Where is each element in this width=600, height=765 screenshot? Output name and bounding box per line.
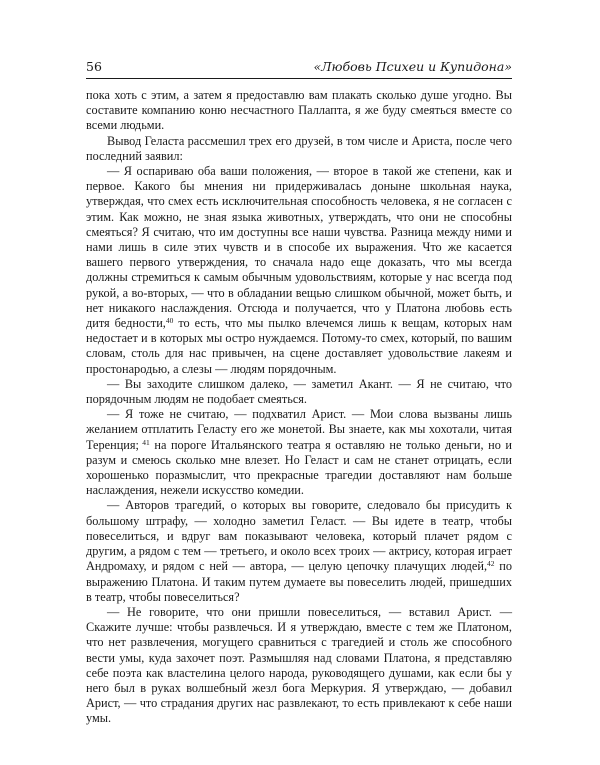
paragraph	[86, 88, 512, 134]
book-page	[86, 58, 512, 727]
paragraph	[86, 164, 512, 377]
text-run: — Не говорите, что они пришли повеселиться, — вставил Арист. — Скажите лучше: чтобы развлечься. И я утверждаю, вместе с тем же Платоном, что нет развлечения, могущего сравниться с трагедией и столь же способного вести умы, куда захочет поэт. Размышляя над словами Платона, я представляю себе поэта как властелина целого народа, руководящего душами, как если бы у него был в руках волшебный жезл бога Меркурия. Я утверждаю, — добавил Арист, — что страдания других нас развлекают, то есть привлекают к себе наши умы.	[86, 604, 512, 726]
text-run: — Я тоже не считаю, — подхватил Арист. — Мои слова вызваны лишь желанием отплатить Геласту его же монетой. Вы знаете, как мы хохотали, читая Теренция;	[86, 407, 512, 452]
page-number: 56	[86, 59, 102, 74]
paragraph	[86, 134, 512, 164]
text-run: — Вы заходите слишком далеко, — заметил Акант. — Я не считаю, что порядочным людям не подобает смеяться.	[86, 376, 512, 407]
text-run: — Я оспариваю оба ваши положения, — второе в такой же степени, как и первое. Какого бы мнения ни придерживалась доныне школьная наука, утверждая, что смех есть исключительная способность человека, я не согласен с этим. Как можно, не зная языка животных, утверждать, что они не способны смеяться? Я считаю, что им доступны все наши чувства. Разница между ними и нами лишь в силе этих чувств и в способе их выражения. Что же касается вашего первого утверждения, то сначала надо еще доказать, что мы всегда должны стремиться к самым обычным удовольствиям, которые у нас всегда под рукой, а во-вторых, — что в обладании вещью слишком обычной, может быть, и нет никакого наслаждения. Отсюда и получается, что у Платона любовь есть дитя бедности,	[86, 164, 512, 331]
text-run: пока хоть с этим, а затем я предоставлю вам плакать сколько душе угодно. Вы составите компанию коню несчастного Паллапта, я же буду смеяться вместе со всеми людьми.	[86, 88, 512, 133]
text-body	[86, 88, 512, 727]
footnote-ref: 42	[487, 559, 495, 569]
paragraph	[86, 377, 512, 407]
footnote-ref: 41	[138, 437, 150, 447]
running-head	[86, 58, 512, 76]
text-run: — Авторов трагедий, о которых вы говорите, следовало бы присудить к большому штрафу, — холодно заметил Гелаcт. — Вы идете в театр, чтобы повеселиться, и вдруг вам показывают человека, который плачет рядом с другим, а рядом с тем — третьего, и около всех троих — актрису, которая играет Андромаху, и рядом с ней — автора, — целую цепочку плачущих людей,	[86, 498, 512, 574]
header-rule	[86, 78, 512, 79]
paragraph	[86, 605, 512, 727]
running-title: «Любовь Психеи и Купидона»	[313, 59, 512, 74]
paragraph	[86, 407, 512, 498]
paragraph	[86, 498, 512, 604]
text-run: Вывод Геласта рассмешил трех его друзей, в том числе и Ариста, после чего последний заявил:	[86, 133, 512, 163]
footnote-ref: 40	[165, 316, 174, 326]
text-run: на пороге Итальянского театра я оставляю не только деньги, но и разум и смеюсь сколько мне влезет. Но Гелаcт и сам не станет отрицать, если хорошенько поразмыслит, что прекрасные трагедии доставляют нам больше наслаждения, нежели искусство комедии.	[86, 437, 513, 498]
text-run: по выражению Платона. И таким путем думаете вы повеселить людей, пришедших в театр, чтобы повеселиться?	[86, 559, 512, 604]
text-run: то есть, что мы пылко влечемся лишь к вещам, которых нам недостает и в которых мы остро нуждаемся. Потому-то смех, который, по вашим словам, столь для нас привычен, на сцене доставляет удовольствие лакеям и простонародью, а слезы — людям порядочным.	[86, 316, 512, 376]
